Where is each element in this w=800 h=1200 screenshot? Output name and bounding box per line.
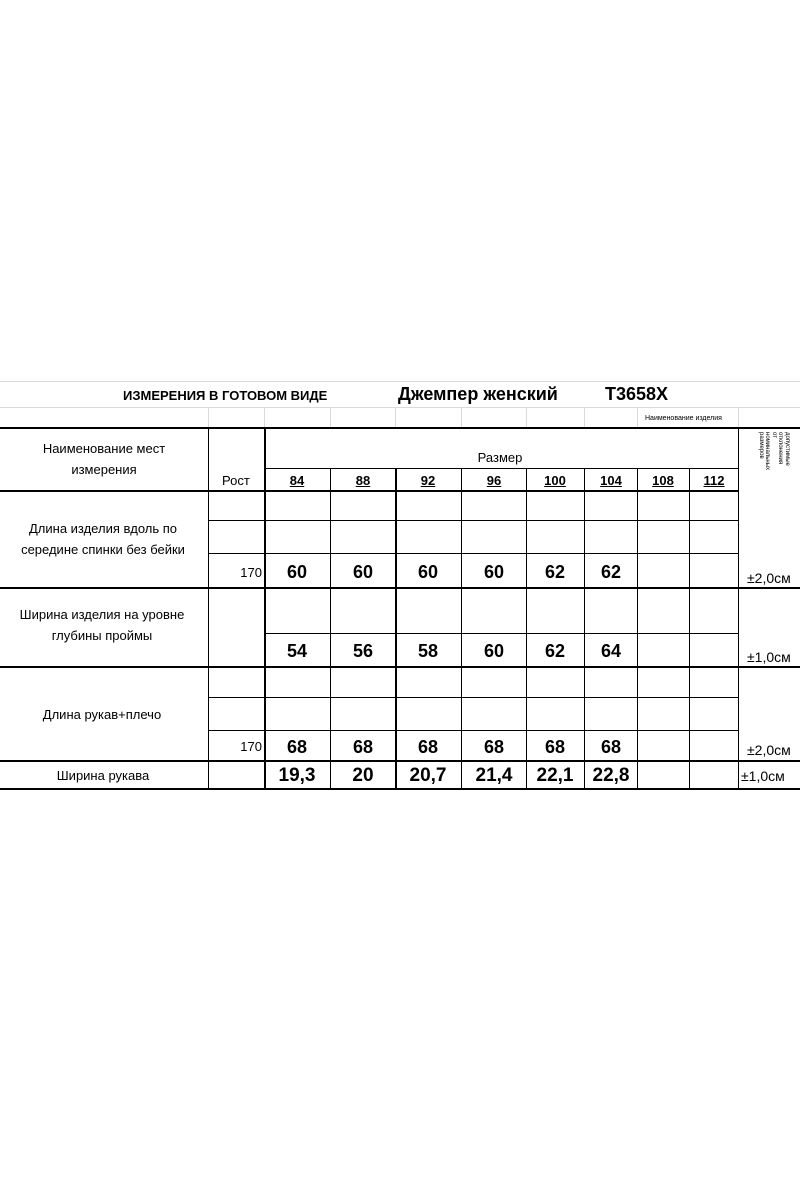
value-cell: 68 [600, 737, 622, 757]
size-96: 96 [486, 473, 502, 488]
tolerance: ±2,0см [747, 742, 791, 758]
value-cell: 68 [483, 737, 505, 757]
row-name: Ширина изделия на уровне глубины проймы [19, 607, 185, 643]
value-cell: 22,1 [536, 765, 574, 786]
size-header: Размер [477, 450, 523, 465]
value-cell: 62 [544, 641, 566, 661]
measurements-label: ИЗМЕРЕНИЯ В ГОТОВОМ ВИДЕ [123, 388, 328, 403]
row-name: Длина рукав+плечо [42, 707, 162, 722]
value-cell: 22,8 [592, 765, 630, 786]
value-cell: 58 [417, 641, 439, 661]
size-88: 88 [355, 473, 371, 488]
value-cell: 21,4 [475, 765, 513, 786]
value-cell: 68 [286, 737, 308, 757]
size-112: 112 [703, 473, 725, 488]
value-cell: 64 [600, 641, 622, 661]
value-cell: 62 [600, 562, 622, 582]
height-header: Рост [222, 473, 250, 488]
value-cell: 20,7 [409, 765, 447, 786]
product-code: Т3658Х [605, 384, 669, 404]
row-name: Ширина рукава [56, 768, 150, 783]
row-height: 170 [240, 565, 262, 580]
product-name: Джемпер женский [398, 384, 558, 404]
value-cell: 60 [286, 562, 308, 582]
value-cell: 60 [417, 562, 439, 582]
size-84: 84 [289, 473, 305, 488]
deviation-caption: допустимые отклонения от номинальных размеров [757, 432, 790, 471]
row-name: Длина изделия вдоль по середине спинки без бейки [21, 521, 185, 557]
value-cell: 20 [352, 765, 374, 786]
product-name-caption: Наименование изделия [645, 415, 722, 422]
size-108: 108 [652, 473, 674, 488]
size-92: 92 [420, 473, 436, 488]
value-cell: 68 [352, 737, 374, 757]
value-cell: 62 [544, 562, 566, 582]
value-cell: 19,3 [278, 765, 316, 786]
value-cell: 60 [483, 562, 505, 582]
tolerance: ±1,0см [741, 768, 785, 784]
tolerance: ±2,0см [747, 570, 791, 586]
value-cell: 56 [352, 641, 374, 661]
value-cell: 68 [544, 737, 566, 757]
value-cell: 68 [417, 737, 439, 757]
size-100: 100 [544, 473, 566, 488]
value-cell: 60 [483, 641, 505, 661]
tolerance: ±1,0см [747, 649, 791, 665]
row-height: 170 [240, 739, 262, 754]
value-cell: 60 [352, 562, 374, 582]
size-104: 104 [600, 473, 622, 488]
value-cell: 54 [286, 641, 308, 661]
place-header: Наименование мест измерения [42, 441, 166, 477]
